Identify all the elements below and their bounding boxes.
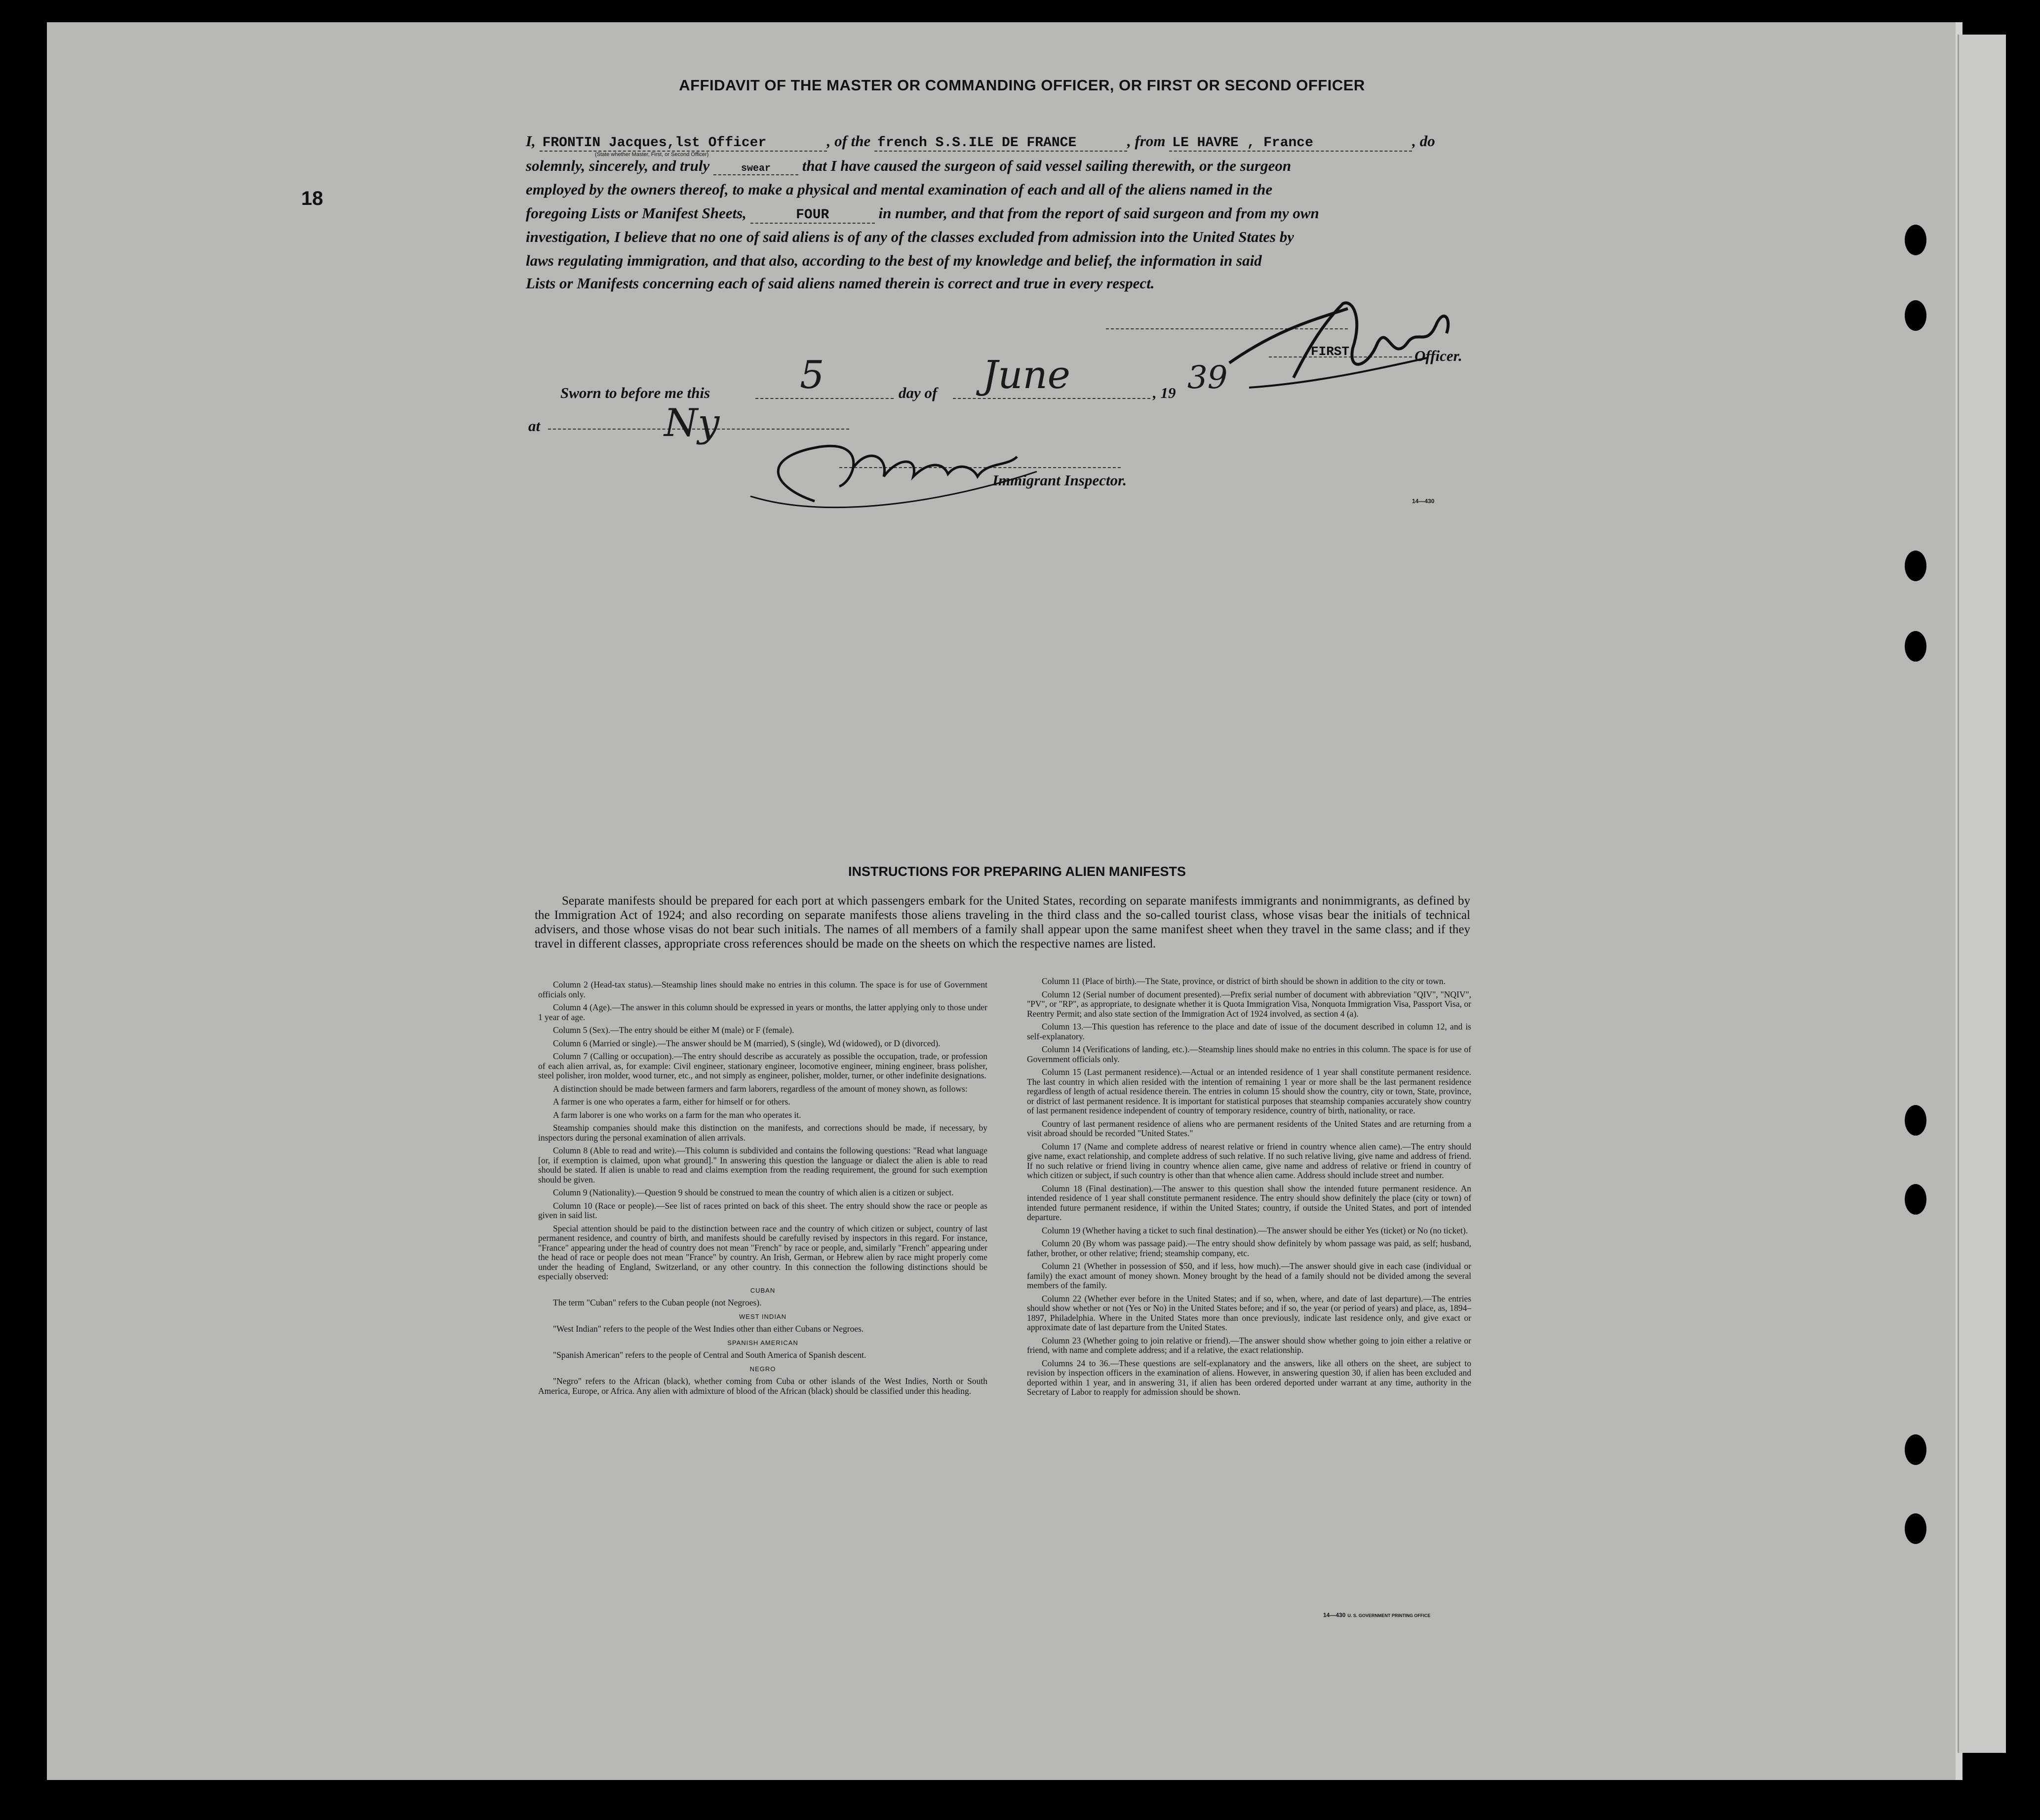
instruction-paragraph: Column 2 (Head-tax status).—Steamship lines should make no entries in this column. The space is for use of Government officials only. xyxy=(538,980,987,999)
punch-hole xyxy=(1905,1184,1926,1215)
year-prefix: , 19 xyxy=(1153,384,1176,401)
instruction-paragraph: Country of last permanent residence of aliens who are permanent residents of the United States and are returning from a visit abroad should be recorded "United States." xyxy=(1027,1118,1471,1138)
instruction-paragraph: Column 23 (Whether going to join relative or friend).—The answer should show whether going to join either a relative or friend, with name and complete address; and if a relative, the exact relationship. xyxy=(1027,1335,1471,1355)
oath-field: swear xyxy=(713,163,798,175)
cuban-heading: CUBAN xyxy=(750,1286,776,1294)
sworn-label: Sworn to before me this xyxy=(560,384,710,401)
affidavit-line-4 xyxy=(526,204,1319,224)
instruction-paragraph: Columns 24 to 36.—These questions are self-explanatory and the answers, like all others on the sheet, are subject to revision by inspection officers in the examination of aliens. However, in answering question 30, if alien has been excluded and deported within 1 year, and in answering 31, if alien has been ordered deported under warrant at any time, authority in the Secretary of Labor to reapply for admission should be shown. xyxy=(1027,1358,1471,1397)
affidavit-line-1 xyxy=(526,132,1435,152)
departure-port-field: LE HAVRE , France xyxy=(1169,135,1412,152)
printer-footer xyxy=(1323,1611,1430,1620)
instruction-paragraph: Column 18 (Final destination).—The answer to this question shall show the intended future permanent residence. An intended residence of 1 year shall constitute permanent residence. The entry should show definitely the place (city or town) of intended future permanent residence, if within the United States; country, if outside the United States, and port of intended departure. xyxy=(1027,1183,1471,1222)
punch-hole xyxy=(1905,300,1926,331)
punch-hole xyxy=(1905,631,1926,662)
negro-text: "Negro" refers to the African (black), whether coming from Cuba or other islands of the West Indies, North or South America, Europe, or Africa. Any alien with admixture of blood of the African (black) should be classified under this heading. xyxy=(538,1376,987,1396)
sworn-place: Ny xyxy=(664,401,720,445)
instruction-paragraph: Column 13.—This question has reference to the place and date of issue of the document described in column 12, and is self-explanatory. xyxy=(1027,1022,1471,1041)
affidavit-text: foregoing Lists or Manifest Sheets, xyxy=(526,204,746,222)
instruction-paragraph: Column 17 (Name and complete address of nearest relative or friend in country whence alien came).—The entry should give name, exact relationship, and complete address of such relative. If no such relative living, give name and address of friend. If no such relative or friend living in country whence alien came, give name and address of relative or friend in country of which citizen or subject, if such country is other than that whence alien came. Address should include street and number. xyxy=(1027,1141,1471,1180)
instruction-paragraph: Column 8 (Able to read and write).—This column is subdivided and contains the following questions: "Read what language [or, if exemption is claimed, upon what ground]." In answering this question the language or dialect the alien is able to read should be stated. If alien is unable to read and claims exemption from the reading requirement, the ground for such exemption should be given. xyxy=(538,1146,987,1185)
instruction-paragraph: Steamship companies should make this distinction on the manifests, and corrections should be made, if necessary, by inspectors during the personal examination of alien arrivals. xyxy=(538,1123,987,1143)
instruction-paragraph: Column 20 (By whom was passage paid).—The entry should show definitely by whom passage was paid, as self; husband, father, brother, or other relative; friend; steamship company, etc. xyxy=(1027,1238,1471,1258)
footer-printer: U. S. GOVERNMENT PRINTING OFFICE xyxy=(1347,1613,1431,1618)
affidavit-text: I, xyxy=(526,132,536,150)
punch-hole xyxy=(1905,1105,1926,1136)
west-indian-text: "West Indian" refers to the people of the West Indies other than either Cubans or Negroes. xyxy=(553,1324,864,1334)
officer-rank: FIRST xyxy=(1311,344,1350,359)
instruction-paragraph: A farm laborer is one who works on a farm for the man who operates it. xyxy=(553,1109,801,1120)
margin-mark: 18 xyxy=(301,188,323,209)
form-number: 14—430 xyxy=(1412,498,1435,505)
sheet-count-field: FOUR xyxy=(750,207,875,224)
affidavit-text: that I have caused the surgeon of said vessel sailing therewith, or the surgeon xyxy=(802,157,1292,174)
instruction-paragraph: Column 7 (Calling or occupation).—The entry should describe as accurately as possible the occupation, trade, or profession of each alien arrival, as, for example: Civil engineer, stationary engineer, locomotive engineer, mining engineer, brass polisher, steel polisher, iron molder, wood turner, etc., and not simply as engineer, polisher, molder, turner, or other indefinite designations. xyxy=(538,1051,987,1080)
spanish-american-text: "Spanish American" refers to the people of Central and South America of Spanish descent. xyxy=(553,1350,866,1360)
instruction-paragraph: Column 12 (Serial number of document presented).—Prefix serial number of document with abbreviation "QIV", "NQIV", "PV", or "RP", as appropriate, to designate whether it is Quota Immigration Visa, Nonquota Immigration Visa, Passport Visa, or Reentry Permit; and also state section of the Immigration Act of 1924 involved, as section 4 (a). xyxy=(1027,989,1471,1019)
affidavit-text: solemnly, sincerely, and truly xyxy=(526,157,710,174)
affidavit-text: in number, and that from the report of said surgeon and from my own xyxy=(878,204,1319,222)
instruction-paragraph: Column 5 (Sex).—The entry should be either M (male) or F (female). xyxy=(553,1025,794,1035)
at-label: at xyxy=(528,417,541,435)
instruction-paragraph: Column 10 (Race or people).—See list of races printed on back of this sheet. The entry should show the race or people as given in said list. xyxy=(538,1200,987,1220)
instructions-title: INSTRUCTIONS FOR PREPARING ALIEN MANIFESTS xyxy=(848,864,1186,879)
instructions-intro: Separate manifests should be prepared for each port at which passengers embark for the United States, recording on separate manifests immigrants and nonimmigrants, as defined by the Immigration Act of 1924; and also recording on separate manifests those aliens traveling in the third class and the so-called tourist class, whose visas bear the initials of technical advisers, and those whose visas do not bear such initials. The names of all members of a family shall appear upon the same manifest sheet when they travel in the same class; and if they travel in different classes, appropriate cross references should be made on the sheets on which the respective names are listed. xyxy=(535,894,1470,950)
instruction-paragraph: Column 6 (Married or single).—The answer should be M (married), S (single), Wd (widowed), or D (divorced). xyxy=(553,1038,941,1048)
inspector-label: Immigrant Inspector. xyxy=(992,472,1127,489)
punch-hole xyxy=(1905,1434,1926,1465)
month-line xyxy=(953,398,1150,399)
sworn-year: 39 xyxy=(1187,359,1228,396)
affidavit-line-5: investigation, I believe that no one of said aliens is of any of the classes excluded from admission into the United States by xyxy=(526,228,1295,245)
west-indian-heading: WEST INDIAN xyxy=(739,1312,786,1320)
negro-heading: NEGRO xyxy=(749,1365,776,1373)
ship-name-field: french S.S.ILE DE FRANCE xyxy=(874,135,1127,152)
instruction-paragraph: Column 22 (Whether ever before in the United States; and if so, when, where, and date of last departure).—The entries should show whether or not (Yes or No) in the United States before; and if so, the year (or period of years) and place, as, 1894–1897, Philadelphia. Where in the United States more than once previously, indicate last residence only, and give exact or approximate date of last departure from the United States. xyxy=(1027,1293,1471,1332)
affidavit-line-2 xyxy=(526,157,1291,175)
punch-hole xyxy=(1905,225,1926,255)
day-line xyxy=(755,398,894,399)
spanish-american-heading: SPANISH AMERICAN xyxy=(727,1339,798,1346)
instruction-paragraph: Column 21 (Whether in possession of $50, and if less, how much).—The answer should give in each case (individual or family) the exact amount of money shown. Money brought by the head of a family should not be divided among the several members of the family. xyxy=(1027,1261,1471,1290)
footer-code: 14—430 xyxy=(1323,1612,1346,1619)
instruction-paragraph: A farmer is one who operates a farm, either for himself or for others. xyxy=(553,1097,790,1107)
sworn-day: 5 xyxy=(800,353,824,397)
instruction-paragraph: Column 4 (Age).—The answer in this column should be expressed in years or months, the latter applying only to those under 1 year of age. xyxy=(538,1002,987,1022)
affidavit-line-7: Lists or Manifests concerning each of said aliens named therein is correct and true in every respect. xyxy=(526,275,1155,292)
day-of-label: day of xyxy=(899,384,938,401)
punch-hole xyxy=(1905,1513,1926,1544)
instruction-paragraph: A distinction should be made between farmers and farm laborers, regardless of the amount of money shown, as follows: xyxy=(553,1083,968,1094)
sworn-month: June xyxy=(982,353,1070,397)
instruction-paragraph: Column 9 (Nationality).—Question 9 should be construed to mean the country of which alien is a citizen or subject. xyxy=(553,1187,954,1197)
officer-label: Officer. xyxy=(1414,347,1462,364)
affidavit-line-3: employed by the owners thereof, to make a physical and mental examination of each and all of the aliens named in the xyxy=(526,181,1273,198)
instructions-left-column xyxy=(538,980,987,1399)
affidavit-text: , of the xyxy=(826,132,871,150)
instruction-paragraph: Column 15 (Last permanent residence).—Actual or an intended residence of 1 year shall constitute permanent residence. The last country in which alien resided with the intention of remaining 1 year or more shall be the last permanent residence regardless of length of actual residence therein. The entries in column 15 should show the country, city or town, State, province, or district of last permanent residence. It is important for statistical purposes that steamship companies accurately show country of last permanent residence independent of country of temporary residence, country of birth, nationality, or race. xyxy=(1027,1067,1471,1115)
affidavit-title: AFFIDAVIT OF THE MASTER OR COMMANDING OFFICER, OR FIRST OR SECOND OFFICER xyxy=(679,77,1365,94)
affidavit-text: , do xyxy=(1412,132,1435,150)
affidavit-text: , from xyxy=(1127,132,1166,150)
instruction-paragraph: Column 11 (Place of birth).—The State, province, or district of birth should be shown in addition to the city or town. xyxy=(1042,976,1446,986)
affidavit-line-6: laws regulating immigration, and that also, according to the best of my knowledge and belief, the information in said xyxy=(526,252,1262,269)
instructions-right-column xyxy=(1027,977,1471,1401)
instruction-paragraph: Column 19 (Whether having a ticket to such final destination).—The answer should be either Yes (ticket) or No (no ticket). xyxy=(1042,1225,1468,1235)
instruction-paragraph: Column 14 (Verifications of landing, etc.).—Steamship lines should make no entries in this column. The space is for use of Government officials only. xyxy=(1027,1044,1471,1064)
underlying-sheet-edge xyxy=(1958,35,2006,1753)
officer-name-field: FRONTIN Jacques,lst Officer xyxy=(540,135,827,152)
cuban-text: The term "Cuban" refers to the Cuban people (not Negroes). xyxy=(553,1298,762,1307)
instruction-paragraph: Special attention should be paid to the distinction between race and the country of which citizen or subject, country of last permanent residence, and country of birth, and manifests should be carefully revised by inspectors in this regard. For instance, "France" appearing under the head of country does not mean "French" by race or people, and, similarly "French" appearing under the head of race or people does not mean "France" by country. An Irish, German, or Hebrew alien by race might properly come under the heading of England, Switzerland, or any other country. In this connection the following distinctions should be especially observed: xyxy=(538,1223,987,1281)
officer-note: (State whether Master, First, or Second Officer) xyxy=(595,152,709,158)
punch-hole xyxy=(1905,551,1926,581)
